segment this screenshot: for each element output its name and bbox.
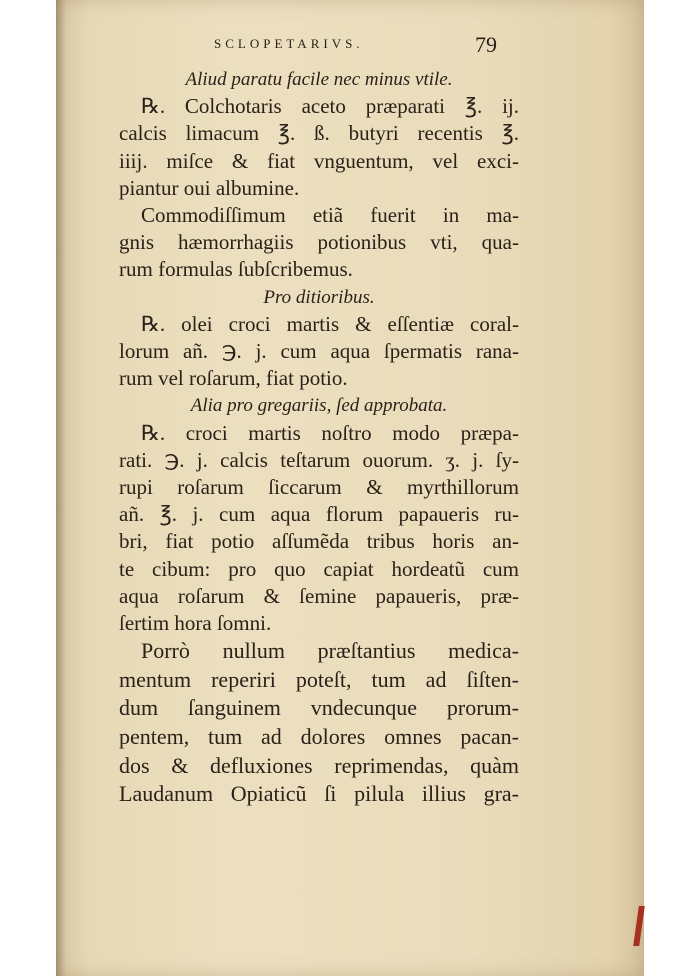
text-line: ℞. olei croci martis & eſſentiæ coral-	[141, 311, 519, 336]
text-line: Porrò nullum præſtantius medica-	[141, 638, 519, 664]
page-text-block	[119, 30, 519, 809]
text-line: pentem, tum ad dolores omnes pacan-	[119, 724, 519, 750]
text-line: dum ſanguinem vndecunque prorum-	[119, 695, 519, 721]
text-line: gnis hæmorrhagiis potionibus vti, qua-	[119, 230, 519, 255]
text-line: rum formulas ſubſcribemus.	[119, 257, 353, 282]
text-line: bri, fiat potio aſſumẽda tribus horis an-	[119, 529, 519, 554]
text-line: iiij. miſce & fiat vnguentum, vel exci-	[119, 148, 519, 173]
text-line: calcis limacum ℥. ß. butyri recentis ℥.	[119, 121, 519, 146]
page-gutter-shadow	[56, 0, 66, 976]
text-line: añ. ℥. j. cum aqua florum papaueris ru-	[119, 502, 519, 527]
text-line: rupi roſarum ſiccarum & myrthillorum	[119, 475, 519, 500]
page-number: 79	[475, 32, 497, 57]
text-line: ſertim hora ſomni.	[119, 611, 272, 636]
text-line: piantur oui albumine.	[119, 175, 300, 200]
text-line: lorum añ. ℈. j. cum aqua ſpermatis rana-	[119, 339, 519, 364]
heading-aliud: Aliud paratu facile nec minus vtile.	[185, 69, 453, 90]
text-line: ℞. croci martis noſtro modo præpa-	[141, 420, 519, 445]
running-title: SCLOPETARIVS.	[214, 36, 364, 51]
text-line: mentum reperiri poteſt, tum ad ſiſten-	[119, 666, 519, 692]
heading-alia-pro-gregariis: Alia pro gregariis, ſed approbata.	[190, 395, 448, 417]
running-head	[119, 30, 519, 66]
heading-pro-ditioribus: Pro ditioribus.	[263, 286, 375, 308]
text-line: te cibum: pro quo capiat hordeatũ cum	[119, 556, 519, 581]
text-line: ℞. Colchotaris aceto præparati ℥. ij.	[141, 94, 519, 119]
text-line: rum vel roſarum, fiat potio.	[119, 366, 348, 391]
text-line: Laudanum Opiaticũ ſi pilula illius gra-	[119, 781, 519, 807]
text-line: dos & defluxiones reprimendas, quàm	[119, 752, 519, 778]
text-line: rati. ℈. j. calcis teſtarum ouorum. ʒ. j. ſy-	[119, 447, 519, 472]
text-line: aqua roſarum & ſemine papaueris, præ-	[119, 583, 519, 608]
text-line: Commodiſſimum etiã fuerit in ma-	[141, 203, 519, 228]
